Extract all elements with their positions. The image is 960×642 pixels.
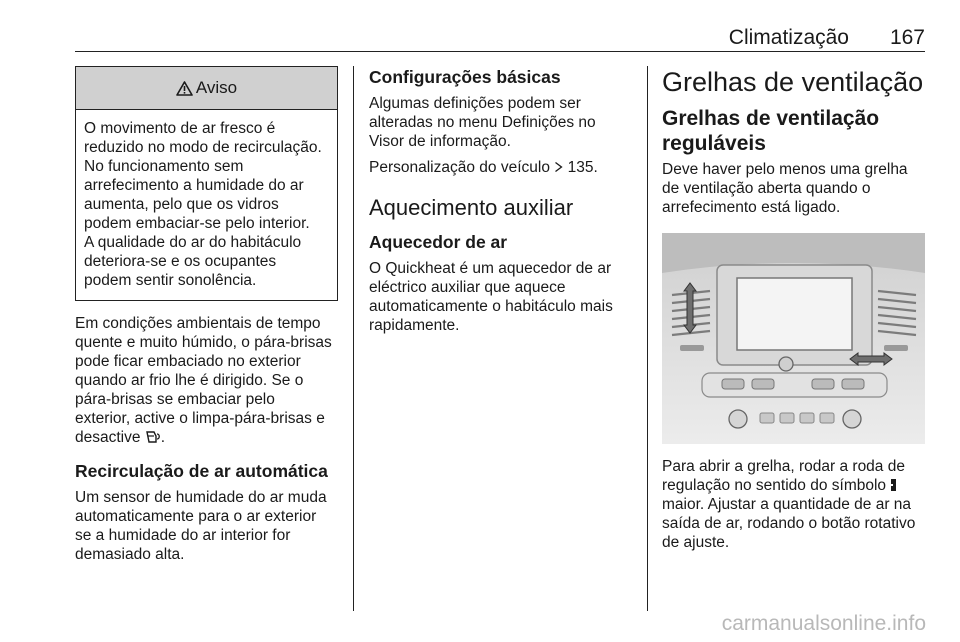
vents-open-paragraph [662, 160, 925, 217]
text-line: exterior, active o limpa-pára-brisas e [75, 410, 325, 427]
text-line: quando ar frio lhe é dirigido. Se o [75, 372, 304, 389]
section-title: Climatização [728, 26, 849, 49]
warning-line: reduzido no modo de recirculação. [84, 139, 322, 156]
warning-header [76, 67, 337, 109]
basic-settings-paragraph [369, 94, 632, 151]
text-line: eléctrico auxiliar que aquece [369, 279, 566, 296]
page-header [75, 26, 925, 52]
warning-line: arrefecimento a humidade do ar [84, 177, 304, 194]
column-middle [369, 66, 632, 335]
page-reference: 135. [567, 159, 598, 176]
text-line: Personalização do veículo [369, 159, 550, 176]
text-line: reguláveis [662, 132, 766, 155]
text-line: Algumas definições podem ser [369, 95, 581, 112]
warning-line: No funcionamento sem [84, 158, 244, 175]
text-line: pára-brisas se embaciar pelo [75, 391, 275, 408]
warning-line: deteriora-se e os ocupantes [84, 253, 277, 270]
warning-line: A qualidade do ar do habitáculo [84, 234, 302, 251]
warning-line: aumenta, pelo que os vidros [84, 196, 279, 213]
text-line: quente e muito húmido, o pára-brisas [75, 334, 332, 351]
warning-title: Aviso [195, 78, 238, 97]
text-line: Em condições ambientais de tempo [75, 315, 321, 332]
text-line: Para abrir a grelha, rodar a roda de [662, 458, 905, 475]
warning-triangle-icon [176, 81, 193, 96]
column-divider-right [647, 66, 648, 611]
sensor-paragraph [75, 488, 338, 564]
warning-line: podem sentir sonolência. [84, 272, 257, 289]
warning-box [75, 66, 338, 301]
personalization-reference [369, 158, 632, 177]
text-line: regulação no sentido do símbolo [662, 477, 887, 494]
vents-title: Grelhas de ventilação [662, 67, 924, 97]
text-line: pode ficar embaciado no exterior [75, 353, 301, 370]
page-number: 167 [889, 26, 925, 49]
watermark: carmanualsonline.info [721, 612, 926, 635]
recirculation-heading: Recirculação de ar automática [75, 461, 328, 481]
header-rule [75, 51, 925, 52]
column-divider-left [353, 66, 354, 611]
vent-open-symbol-icon [890, 478, 897, 492]
page-reference-arrow-icon [554, 161, 563, 173]
text-line: . [160, 429, 166, 446]
basic-settings-heading: Configurações básicas [369, 67, 561, 87]
air-heater-heading: Aquecedor de ar [369, 232, 508, 252]
column-left [75, 66, 338, 564]
text-line: se a humidade do ar interior for [75, 527, 291, 544]
text-line: O Quickheat é um aquecedor de ar [369, 260, 612, 277]
recirculation-icon [145, 430, 161, 444]
quickheat-paragraph [369, 259, 632, 335]
text-line: alteradas no menu Definições no [369, 114, 596, 131]
text-line: maior. Ajustar a quantidade de ar na [662, 496, 912, 513]
humidity-paragraph [75, 314, 338, 447]
text-line: de ventilação aberta quando o [662, 180, 871, 197]
text-line: automaticamente para o ar exterior [75, 508, 317, 525]
text-line: Visor de informação. [369, 133, 511, 150]
text-line: demasiado alta. [75, 546, 185, 563]
dashboard-illustration-graphic [662, 233, 925, 444]
text-line: saída de ar, rodando o botão rotativo [662, 515, 916, 532]
text-line: rapidamente. [369, 317, 460, 334]
text-line: arrefecimento está ligado. [662, 199, 841, 216]
warning-line: O movimento de ar fresco é [84, 120, 276, 137]
dashboard-vents-illustration [662, 233, 925, 444]
text-line: automaticamente o habitáculo mais [369, 298, 613, 315]
warning-text [76, 109, 337, 300]
column-right [662, 66, 925, 552]
text-line: de ajuste. [662, 534, 730, 551]
text-line: Deve haver pelo menos uma grelha [662, 161, 908, 178]
text-line: desactive [75, 429, 141, 446]
open-vent-paragraph [662, 457, 925, 552]
text-line: Grelhas de ventilação [662, 107, 880, 130]
text-line: Um sensor de humidade do ar muda [75, 489, 327, 506]
auxiliary-heating-heading: Aquecimento auxiliar [369, 195, 574, 220]
adjustable-vents-heading [662, 106, 925, 156]
warning-line: podem embaciar-se pelo interior. [84, 215, 310, 232]
